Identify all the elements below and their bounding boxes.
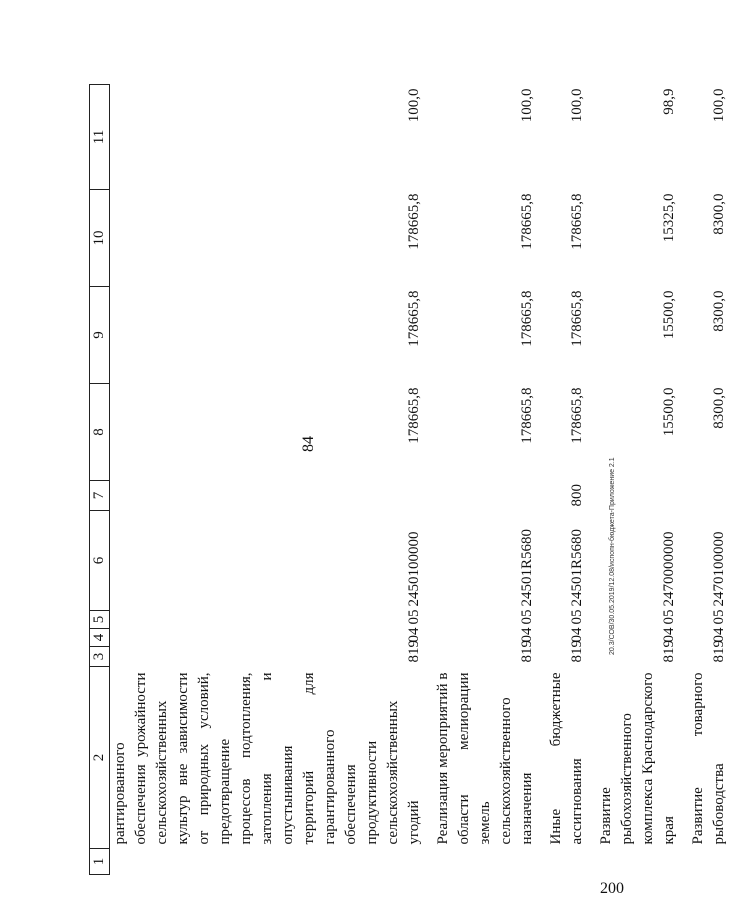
page-number: 200 (600, 880, 624, 897)
table-row (538, 85, 588, 875)
code-csr: 2450100000 (406, 531, 422, 607)
col-header: 5 (90, 611, 110, 629)
code-pr: 05 (661, 609, 677, 625)
col-header: 7 (90, 481, 110, 511)
value-executed: 15325,0 (661, 193, 677, 243)
code-rz: 04 (711, 627, 727, 643)
col-header: 11 (90, 85, 110, 190)
row-num (110, 849, 426, 875)
code-pr: 05 (711, 609, 727, 625)
code-vr (680, 481, 730, 511)
table-row (680, 85, 730, 875)
value-plan: 178665,8 (519, 387, 535, 444)
col-header: 4 (90, 629, 110, 647)
value-executed: 8300,0 (711, 193, 727, 235)
value-executed: 178665,8 (519, 193, 535, 250)
code-vr (425, 481, 538, 511)
row-name: Развитие товарного рыбоводства (690, 672, 727, 845)
code-ved: 819 (711, 640, 727, 663)
col-header: 6 (90, 511, 110, 611)
value-plan: 178665,8 (406, 387, 422, 444)
row-name: рантированного обеспечения урожайности сельскохозяйственных культур вне зависимости от природных условий, предотвращение процессов подтопления, затопления и опустынивания территорий для гарантированного обеспечения продуктивности сельскохозяйственных угодий (112, 672, 422, 845)
table-row (110, 85, 426, 875)
code-csr: 24501R5680 (569, 528, 585, 607)
table-row (425, 85, 538, 875)
col-header: 9 (90, 287, 110, 384)
row-name: Реализация мероприятий в области мелиорации земель сельскохозяйственного назначения (435, 672, 535, 845)
code-pr: 05 (519, 609, 535, 625)
value-plan: 178665,8 (569, 387, 585, 444)
code-csr: 2470100000 (711, 531, 727, 607)
col-header: 10 (90, 190, 110, 287)
row-num (425, 849, 538, 875)
code-rz: 04 (519, 627, 535, 643)
value-percent: 100,0 (406, 88, 422, 123)
code-vr (588, 481, 680, 511)
value-percent: 100,0 (711, 88, 727, 123)
value-executed: 178665,8 (569, 193, 585, 250)
value-plan: 15500,0 (661, 387, 677, 437)
value-percent: 100,0 (569, 88, 585, 123)
code-rz: 04 (569, 627, 585, 643)
column-number-row (90, 85, 110, 875)
code-pr: 05 (406, 609, 422, 625)
row-num (680, 849, 730, 875)
code-csr: 24501R5680 (519, 528, 535, 607)
header-page-number: 84 (300, 436, 317, 452)
value-approved: 178665,8 (569, 290, 585, 347)
value-approved: 178665,8 (519, 290, 535, 347)
value-executed: 178665,8 (406, 193, 422, 250)
row-num (538, 849, 588, 875)
code-vr: 800 (569, 484, 585, 507)
col-header: 1 (90, 849, 110, 875)
code-ved: 819 (569, 640, 585, 663)
value-approved: 15500,0 (661, 290, 677, 340)
value-plan: 8300,0 (711, 387, 727, 429)
col-header: 2 (90, 667, 110, 849)
code-ved: 819 (519, 640, 535, 663)
col-header: 8 (90, 384, 110, 481)
table-row (588, 85, 680, 875)
row-name: Развитие рыбохозяйственного комплекса Краснодарского края (598, 672, 677, 845)
row-num (588, 849, 680, 875)
value-approved: 8300,0 (711, 290, 727, 332)
value-approved: 178665,8 (406, 290, 422, 347)
code-ved: 819 (661, 640, 677, 663)
code-vr (110, 481, 426, 511)
code-rz: 04 (661, 627, 677, 643)
value-percent: 98,9 (661, 88, 677, 115)
value-percent: 100,0 (519, 88, 535, 123)
footer-file-note: 20.3/СОВ/30.05.2019/12.08/испопн-бюджета-Приложение 2.1 (609, 457, 616, 655)
col-header: 3 (90, 647, 110, 667)
code-pr: 05 (569, 609, 585, 625)
budget-table (89, 84, 730, 875)
code-rz: 04 (406, 627, 422, 643)
code-csr: 2470000000 (661, 531, 677, 607)
row-name: Иные бюджетные ассигнования (548, 672, 585, 845)
code-ved: 819 (406, 640, 422, 663)
